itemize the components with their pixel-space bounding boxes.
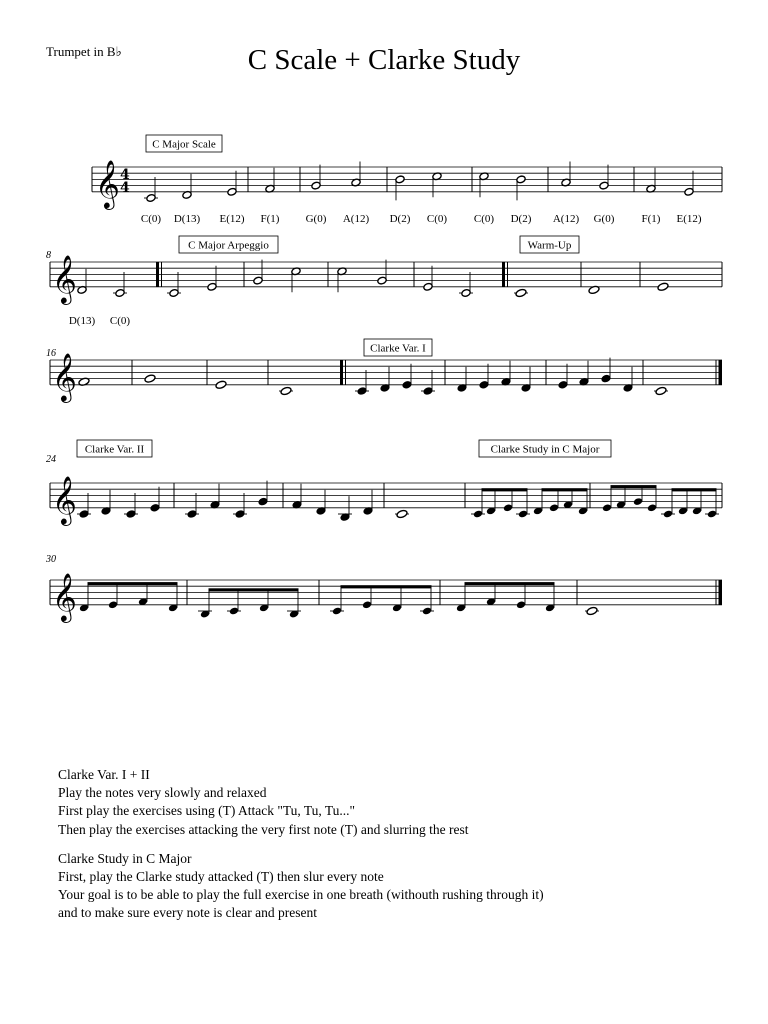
instruction-line: Your goal is to be able to play the full exercise in one breath (withouth rushing through it)	[58, 887, 544, 903]
note-beam	[465, 582, 555, 585]
treble-clef-icon: 𝄞	[52, 572, 77, 621]
fingering-label: C(0)	[473, 213, 495, 225]
treble-clef-icon: 𝄞	[52, 254, 77, 303]
fingering-label: G(0)	[593, 213, 615, 225]
fingering-label: A(12)	[342, 213, 370, 225]
instruction-line: Then play the exercises attacking the very first note (T) and slurring the rest	[58, 821, 469, 837]
section-label: C Major Arpeggio	[188, 239, 269, 252]
fingering-label: C(0)	[140, 213, 162, 225]
measure-number: 24	[46, 454, 56, 465]
section-label: C Major Scale	[152, 138, 216, 151]
note-beam	[482, 488, 528, 491]
thick-barline	[340, 360, 343, 385]
notehead	[655, 386, 667, 395]
time-signature-top: 4	[120, 167, 130, 183]
notehead	[515, 288, 527, 297]
instruction-line: First, play the Clarke study attacked (T) then slur every note	[58, 869, 384, 885]
thick-barline	[502, 262, 505, 287]
treble-clef-icon: 𝄞	[52, 475, 77, 524]
instruction-line: Play the notes very slowly and relaxed	[58, 785, 267, 801]
fingering-label: E(12)	[219, 213, 245, 225]
note-beam	[88, 582, 178, 585]
clarke-study-heading: Clarke Study in C Major	[58, 850, 192, 866]
practice-instructions	[58, 755, 544, 934]
fingering-label: A(12)	[552, 213, 580, 225]
notehead	[280, 386, 292, 395]
notehead	[657, 282, 669, 291]
section-label: Clarke Study in C Major	[490, 443, 600, 456]
note-beam	[341, 585, 432, 588]
fingering-label: D(2)	[510, 213, 532, 225]
time-signature-bottom: 4	[120, 180, 130, 196]
notehead	[396, 509, 408, 518]
note-beam	[209, 588, 299, 591]
treble-clef-icon: 𝄞	[52, 352, 77, 401]
note-beam	[611, 485, 657, 488]
fingering-label: E(12)	[676, 213, 702, 225]
measure-number: 30	[46, 554, 56, 565]
fingering-label: F(1)	[260, 213, 280, 225]
clarke-var-heading: Clarke Var. I + II	[58, 767, 150, 782]
fingering-label: D(13)	[68, 315, 96, 327]
thick-barline	[156, 262, 159, 287]
fingering-label: F(1)	[641, 213, 661, 225]
section-label: Clarke Var. I	[370, 342, 426, 355]
notehead	[215, 380, 227, 389]
fingering-label: D(2)	[389, 213, 411, 225]
fingering-label: C(0)	[109, 315, 131, 327]
final-barline	[719, 580, 723, 605]
note-beam	[542, 488, 588, 491]
fingering-label: G(0)	[305, 213, 327, 225]
section-label: Warm-Up	[527, 239, 572, 252]
note-beam	[672, 488, 717, 491]
page-title: C Scale + Clarke Study	[247, 44, 521, 76]
measure-number: 8	[46, 250, 51, 261]
fingering-label: D(13)	[173, 213, 201, 225]
instrument-label: Trumpet in B♭	[46, 44, 122, 59]
notehead	[586, 606, 598, 615]
measure-number: 16	[46, 348, 56, 359]
instruction-line: and to make sure every note is clear and present	[58, 905, 318, 921]
final-barline	[719, 360, 723, 385]
section-label: Clarke Var. II	[84, 443, 145, 456]
notehead	[144, 374, 156, 383]
instruction-line: First play the exercises using (T) Attack "Tu, Tu, Tu..."	[58, 803, 356, 819]
treble-clef-icon: 𝄞	[95, 159, 120, 208]
fingering-label: C(0)	[426, 213, 448, 225]
